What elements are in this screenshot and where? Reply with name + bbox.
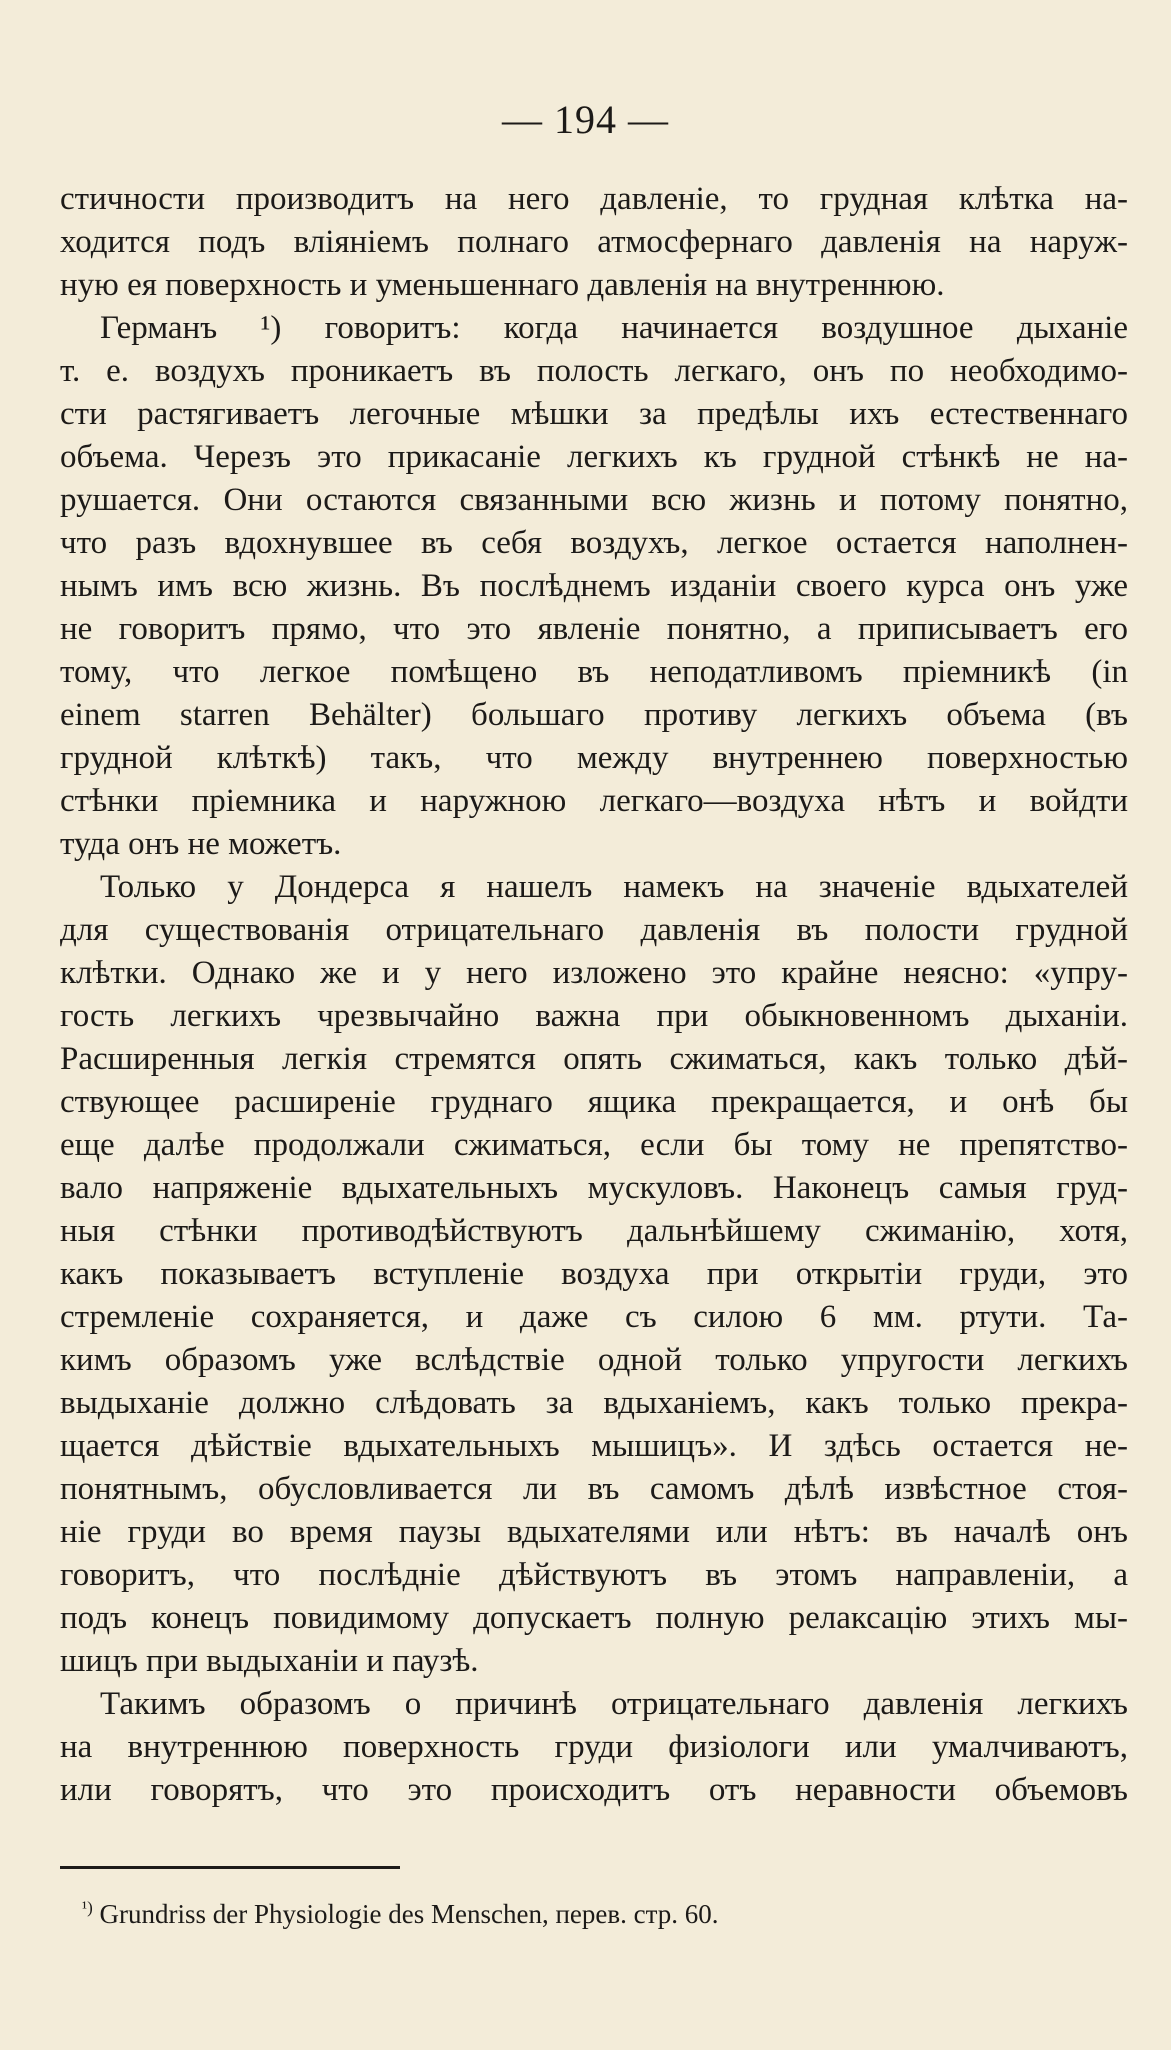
text-line: грудной клѣткѣ) такъ, что между внутреннею поверхностью xyxy=(60,740,1128,776)
text-line: не говоритъ прямо, что это явленіе понятно, а приписываетъ его xyxy=(60,611,1128,647)
text-line: выдыханіе должно слѣдовать за вдыханіемъ, какъ только прекра- xyxy=(60,1385,1128,1421)
text-line: клѣтки. Однако же и у него изложено это крайне неясно: «упру- xyxy=(60,955,1128,991)
text-line: гость легкихъ чрезвычайно важна при обыкновенномъ дыханіи. xyxy=(60,998,1128,1034)
text-line: ходится подъ вліяніемъ полнаго атмосфернаго давленія на наруж- xyxy=(60,224,1128,260)
text-line: einem starren Behälter) большаго противу легкихъ объема (въ xyxy=(60,697,1128,733)
text-line: тому, что легкое помѣщено въ неподатливомъ пріемникѣ (in xyxy=(60,654,1128,690)
text-line: шицъ при выдыханіи и паузѣ. xyxy=(60,1643,479,1679)
text-line: стичности производитъ на него давленіе, то грудная клѣтка на- xyxy=(60,181,1128,217)
text-line: рушается. Они остаются связанными всю жизнь и потому понятно, xyxy=(60,482,1128,518)
footnote-text: Grundriss der Physiologie des Menschen, перев. стр. 60. xyxy=(99,1899,719,1929)
text-line: щается дѣйствіе вдыхательныхъ мышицъ». И здѣсь остается не- xyxy=(60,1428,1128,1464)
text-line: говоритъ, что послѣдніе дѣйствуютъ въ этомъ направленіи, а xyxy=(60,1557,1128,1593)
text-line: стѣнки пріемника и наружною легкаго—воздуха нѣтъ и войдти xyxy=(60,783,1128,819)
text-line: ныя стѣнки противодѣйствуютъ дальнѣйшему сжиманію, хотя, xyxy=(60,1213,1128,1249)
text-line: подъ конецъ повидимому допускаетъ полную релаксацію этихъ мы- xyxy=(60,1600,1128,1636)
text-line: Расширенныя легкія стремятся опять сжиматься, какъ только дѣй- xyxy=(60,1041,1128,1077)
text-line: вало напряженіе вдыхательныхъ мускуловъ. Наконецъ самыя груд- xyxy=(60,1170,1128,1206)
text-line: нымъ имъ всю жизнь. Въ послѣднемъ изданіи своего курса онъ уже xyxy=(60,568,1128,604)
text-line: что разъ вдохнувшее въ себя воздухъ, легкое остается наполнен- xyxy=(60,525,1128,561)
text-line: ніе груди во время паузы вдыхателями или нѣтъ: въ началѣ онъ xyxy=(60,1514,1128,1550)
footnote-marker: ¹) xyxy=(82,1898,93,1917)
text-line: ную ея поверхность и уменьшеннаго давленія на внутреннюю. xyxy=(60,267,945,303)
text-line: ствующее расширеніе груднаго ящика прекращается, и онѣ бы xyxy=(60,1084,1128,1120)
text-line: Такимъ образомъ о причинѣ отрицательнаго давленія легкихъ xyxy=(100,1686,1128,1722)
text-line: т. е. воздухъ проникаетъ въ полость легкаго, онъ по необходимо- xyxy=(60,353,1128,389)
text-line: еще далѣе продолжали сжиматься, если бы тому не препятство- xyxy=(60,1127,1128,1163)
text-line: Только у Дондерса я нашелъ намекъ на значеніе вдыхателей xyxy=(100,869,1128,905)
footnote xyxy=(82,1898,719,1930)
text-line: объема. Черезъ это прикасаніе легкихъ къ грудной стѣнкѣ не на- xyxy=(60,439,1128,475)
text-line: стремленіе сохраняется, и даже съ силою 6 мм. ртути. Та- xyxy=(60,1299,1128,1335)
footnote-divider xyxy=(60,1866,400,1869)
text-line: Германъ ¹) говоритъ: когда начинается воздушное дыханіе xyxy=(100,310,1128,346)
text-line: кимъ образомъ уже вслѣдствіе одной только упругости легкихъ xyxy=(60,1342,1128,1378)
body-text xyxy=(60,178,1128,1812)
text-line: для существованія отрицательнаго давленія въ полости грудной xyxy=(60,912,1128,948)
text-line: понятнымъ, обусловливается ли въ самомъ дѣлѣ извѣстное стоя- xyxy=(60,1471,1128,1507)
text-line: туда онъ не можетъ. xyxy=(60,826,342,862)
text-line: или говорятъ, что это происходитъ отъ неравности объемовъ xyxy=(60,1772,1128,1808)
text-line: на внутреннюю поверхность груди физіологи или умалчиваютъ, xyxy=(60,1729,1128,1765)
text-line: какъ показываетъ вступленіе воздуха при открытіи груди, это xyxy=(60,1256,1128,1292)
text-line: сти растягиваетъ легочные мѣшки за предѣлы ихъ естественнаго xyxy=(60,396,1128,432)
page-number: — 194 — xyxy=(502,97,669,142)
